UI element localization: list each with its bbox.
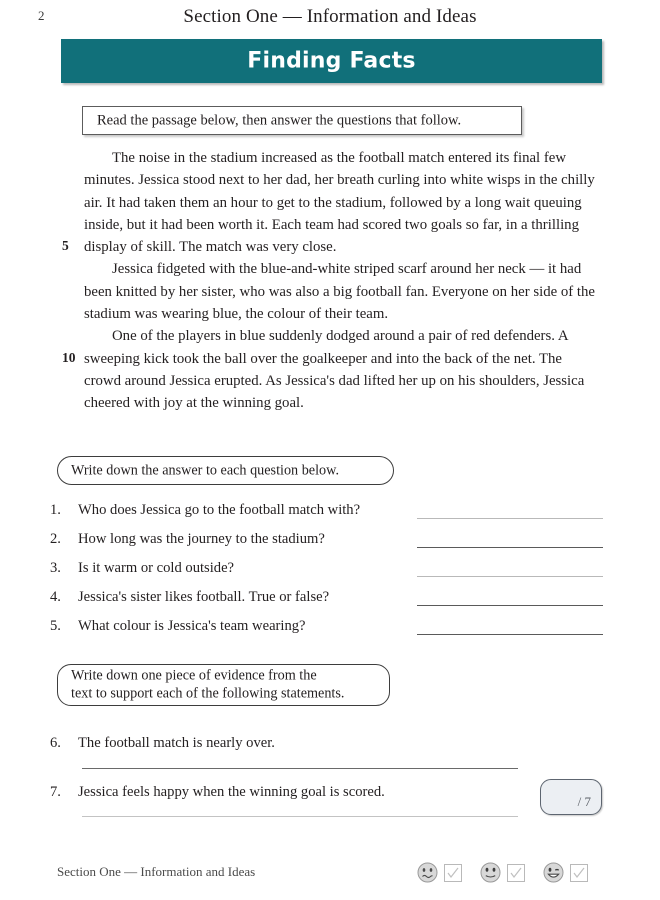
instruction-read-passage-text: Read the passage below, then answer the questions that follow. (97, 112, 462, 128)
question-text-2: How long was the journey to the stadium? (78, 531, 325, 547)
section-banner (61, 39, 602, 83)
neutral-face-icon (480, 862, 501, 883)
answer-line-7[interactable] (82, 816, 518, 817)
question-text-4: Jessica's sister likes football. True or false? (78, 589, 330, 605)
confidence-checkbox-medium[interactable] (507, 864, 525, 882)
instruction-write-answers-text: Write down the answer to each question below. (71, 461, 339, 478)
page-number: 2 (38, 8, 45, 23)
question-text-7: Jessica feels happy when the winning goal is scored. (78, 784, 385, 800)
question-number-6: 6. (50, 735, 61, 751)
question-text-6: The football match is nearly over. (78, 735, 275, 751)
question-number-3: 3. (50, 560, 61, 576)
banner-title: Finding Facts (247, 48, 416, 74)
question-number-1: 1. (50, 502, 61, 518)
line-number-5: 5 (62, 238, 69, 253)
question-number-7: 7. (50, 784, 61, 800)
confidence-group-low (417, 862, 462, 883)
answer-line-6[interactable] (82, 768, 518, 769)
question-text-3: Is it warm or cold outside? (78, 560, 235, 576)
check-icon (510, 867, 522, 879)
instruction-write-evidence-text (71, 668, 344, 703)
question-text-5: What colour is Jessica's team wearing? (78, 618, 306, 634)
question-number-5: 5. (50, 618, 61, 634)
confidence-checkbox-low[interactable] (444, 864, 462, 882)
instruction-write-evidence-line1: Write down one piece of evidence from the (71, 667, 317, 684)
question-number-2: 2. (50, 531, 61, 547)
instruction-write-evidence-line2: text to support each of the following statements. (71, 685, 345, 701)
passage-paragraph-1: The noise in the stadium increased as the football match entered its final few minutes. Jessica stood next to her dad, her breath curling into white wisps in the chilly air. It had taken them an hour to get to the stadium, followed by a long wait queuing inside, but it had been worth it. Each team had scored two goals so far, in a thrilling display of skill. The match was very close. (84, 150, 595, 256)
answer-line-2[interactable] (417, 547, 603, 548)
answer-line-3[interactable] (417, 576, 603, 577)
mark-box[interactable] (540, 779, 602, 815)
question-number-4: 4. (50, 589, 61, 605)
page-header-title: Section One — Information and Ideas (183, 6, 477, 27)
happy-face-icon (543, 862, 564, 883)
answer-line-4[interactable] (417, 605, 603, 606)
instruction-box-write-evidence (57, 664, 390, 706)
line-number-10: 10 (62, 350, 76, 365)
confidence-group-medium (480, 862, 525, 883)
answer-line-1[interactable] (417, 518, 603, 519)
question-text-1: Who does Jessica go to the football match with? (78, 502, 361, 518)
instruction-box-write-answers (57, 456, 394, 485)
confidence-group-high (543, 862, 588, 883)
check-icon (447, 867, 459, 879)
mark-box-value: / 7 (577, 794, 591, 809)
confidence-checkbox-high[interactable] (570, 864, 588, 882)
reading-passage (84, 147, 602, 415)
passage-paragraph-3: One of the players in blue suddenly dodged around a pair of red defenders. A sweeping kick took the ball over the goalkeeper and into the back of the net. The crowd around Jessica erupted. As Jessica's dad lifted her up on his shoulders, Jessica cheered with joy at the winning goal. (84, 328, 585, 412)
sad-face-icon (417, 862, 438, 883)
answer-line-5[interactable] (417, 634, 603, 635)
check-icon (573, 867, 585, 879)
passage-paragraph-2: Jessica fidgeted with the blue-and-white striped scarf around her neck — it had been knitted by her sister, who was also a big football fan. Everyone on her side of the stadium was wearing blue, the colour of their team. (84, 261, 595, 323)
footer-section-label: Section One — Information and Ideas (57, 864, 256, 879)
instruction-box-read-passage (82, 106, 522, 135)
